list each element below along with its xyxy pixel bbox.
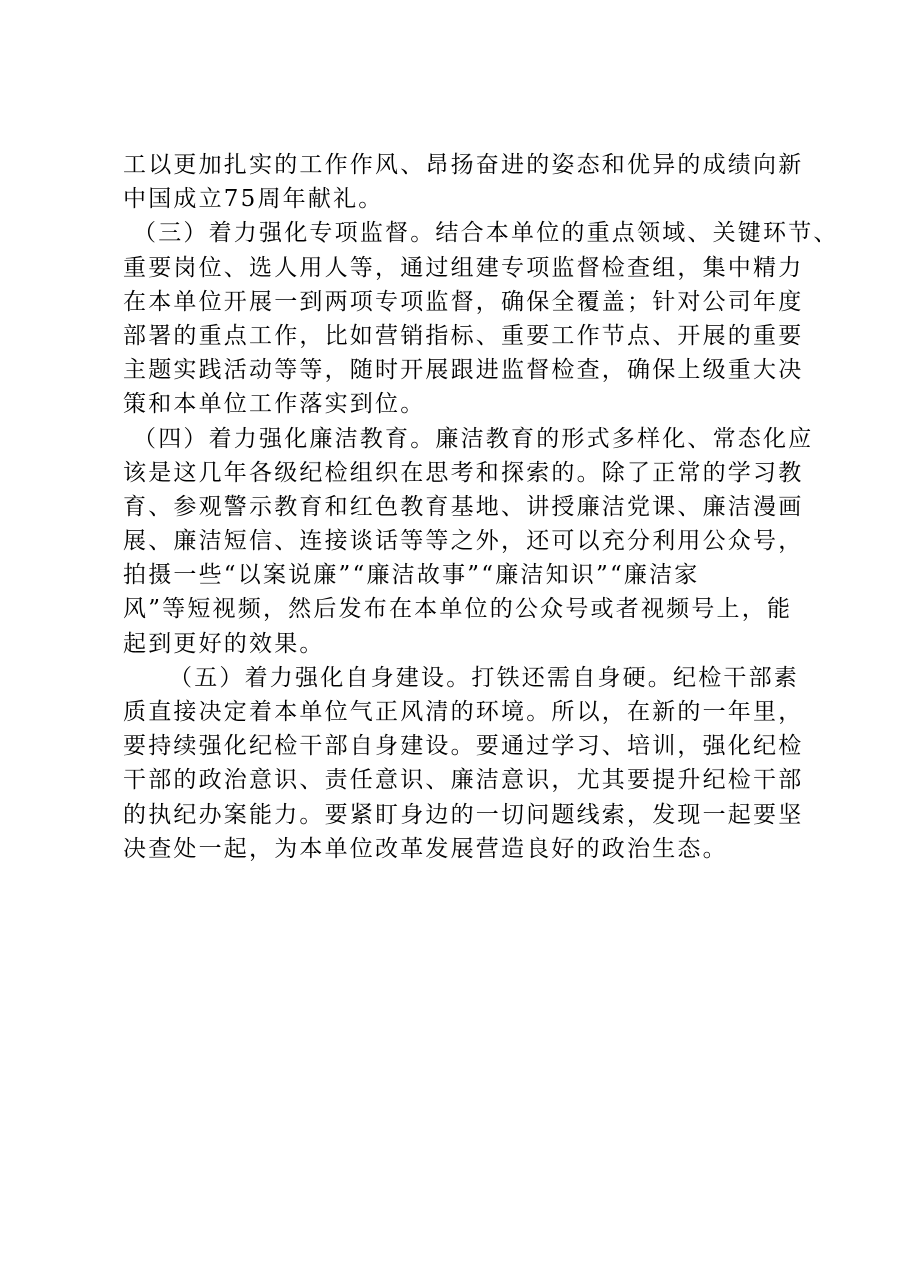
paragraph-integrity-education xyxy=(123,422,814,661)
text-line: 拍摄一些“以案说廉”“廉洁故事”“廉洁知识”“廉洁家 xyxy=(123,562,700,589)
text-line: （三）着力强化专项监督。结合本单位的重点领域、关键环节、 xyxy=(133,220,839,247)
text-line: 中国成立75周年献礼。 xyxy=(123,186,384,213)
text-line: 工以更加扎实的工作作风、昂扬奋进的姿态和优异的成绩向新 xyxy=(123,152,804,178)
text-line: 干部的政治意识、责任意识、廉洁意识，尤其要提升纪检干部 xyxy=(123,767,804,794)
text-line: 质直接决定着本单位气正风清的环境。所以，在新的一年里， xyxy=(123,699,804,725)
text-line: 主题实践活动等等，随时开展跟进监督检查，确保上级重大决 xyxy=(123,357,804,384)
text-line: 的执纪办案能力。要紧盯身边的一切问题线索，发现一起要坚 xyxy=(123,801,804,828)
document-body xyxy=(123,148,839,866)
text-line: 在本单位开展一到两项专项监督，确保全覆盖；针对公司年度 xyxy=(123,288,804,315)
text-line: 部署的重点工作，比如营销指标、重要工作节点、开展的重要 xyxy=(123,322,804,349)
text-line: 重要岗位、选人用人等，通过组建专项监督检查组，集中精力 xyxy=(123,254,804,281)
paragraph-continuation xyxy=(123,148,803,216)
text-line: 起到更好的效果。 xyxy=(123,630,325,657)
text-line: 风”等短视频，然后发布在本单位的公众号或者视频号上，能 xyxy=(123,596,793,623)
text-line: 展、廉洁短信、连接谈话等等之外，还可以充分利用公众号， xyxy=(123,528,804,555)
text-line: 该是这几年各级纪检组织在思考和探索的。除了正常的学习教 xyxy=(123,459,804,486)
text-line: 要持续强化纪检干部自身建设。要通过学习、培训，强化纪检 xyxy=(123,733,804,760)
text-line: （四）着力强化廉洁教育。廉洁教育的形式多样化、常态化应 xyxy=(133,425,814,452)
paragraph-self-construction xyxy=(123,661,803,866)
text-line: 育、参观警示教育和红色教育基地、讲授廉洁党课、廉洁漫画 xyxy=(123,493,804,520)
text-line: 决查处一起，为本单位改革发展营造良好的政治生态。 xyxy=(123,835,728,862)
paragraph-special-supervision xyxy=(123,216,839,421)
text-line: （五）着力强化自身建设。打铁还需自身硬。纪检干部素 xyxy=(169,664,799,691)
text-line: 策和本单位工作落实到位。 xyxy=(123,391,426,418)
